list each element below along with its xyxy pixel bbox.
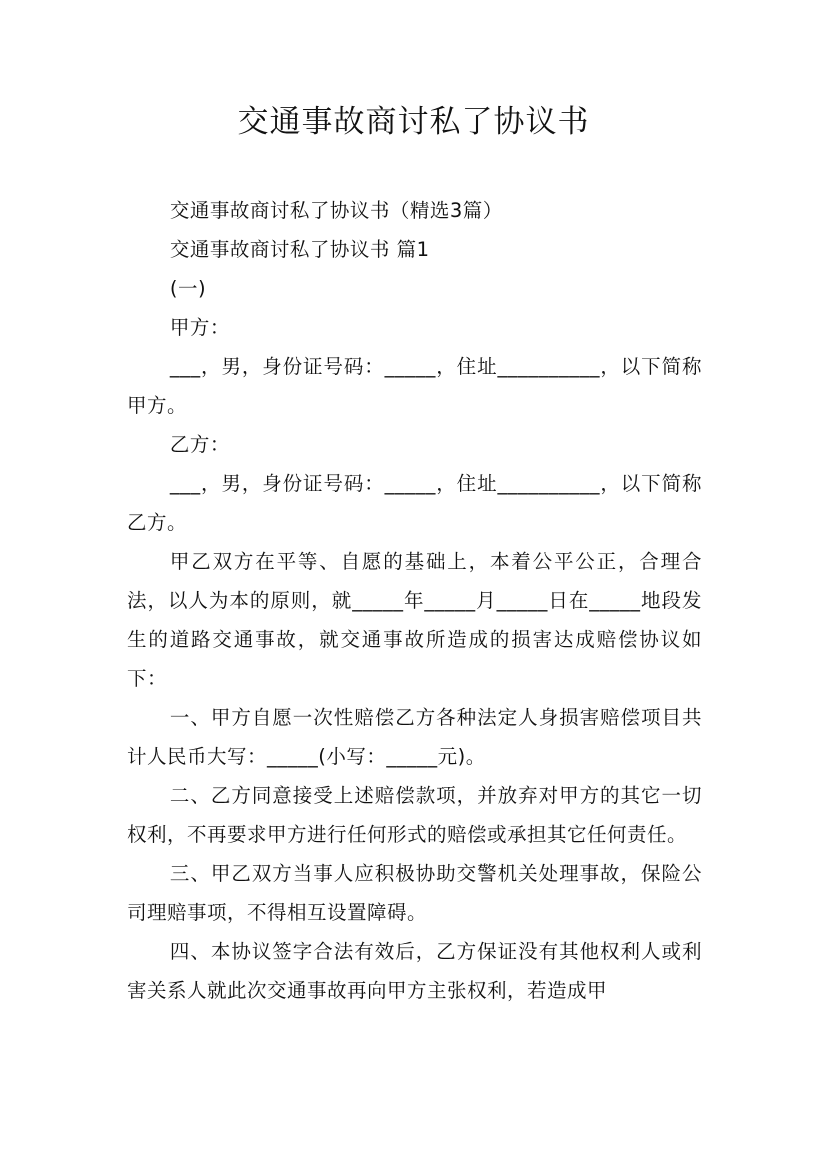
preamble-paragraph: 甲乙双方在平等、自愿的基础上，本着公平公正，合理合法，以人为本的原则，就_____年_____月_____日在_____地段发生的道路交通事故，就交通事故所造成的损害达成赔偿协议如下： — [127, 550, 702, 690]
party-b-details: ___，男，身份证号码：_____，住址__________，以下简称乙方。 — [127, 472, 702, 534]
party-b-label: 乙方： — [169, 433, 230, 456]
section-heading: 交通事故商讨私了协议书 篇1 — [169, 238, 430, 261]
clause-1: 一、甲方自愿一次性赔偿乙方各种法定人身损害赔偿项目共计人民币大写：_____(小写：_____元)。 — [127, 706, 702, 768]
party-a-label: 甲方： — [169, 316, 230, 339]
subtitle-paragraph: 交通事故商讨私了协议书（精选3篇） — [169, 199, 503, 222]
clause-3: 三、甲乙双方当事人应积极协助交警机关处理事故，保险公司理赔事项，不得相互设置障碍。 — [127, 862, 702, 924]
clause-4: 四、本协议签字合法有效后，乙方保证没有其他权利人或利害关系人就此次交通事故再向甲方主张权利，若造成甲 — [127, 940, 702, 1002]
part-number: (一) — [169, 277, 207, 300]
clause-2: 二、乙方同意接受上述赔偿款项，并放弃对甲方的其它一切权利，不再要求甲方进行任何形式的赔偿或承担其它任何责任。 — [127, 784, 702, 846]
party-a-details: ___，男，身份证号码：_____，住址__________，以下简称甲方。 — [127, 355, 702, 417]
document-title: 交通事故商讨私了协议书 — [237, 104, 590, 140]
document-body — [127, 191, 702, 1010]
